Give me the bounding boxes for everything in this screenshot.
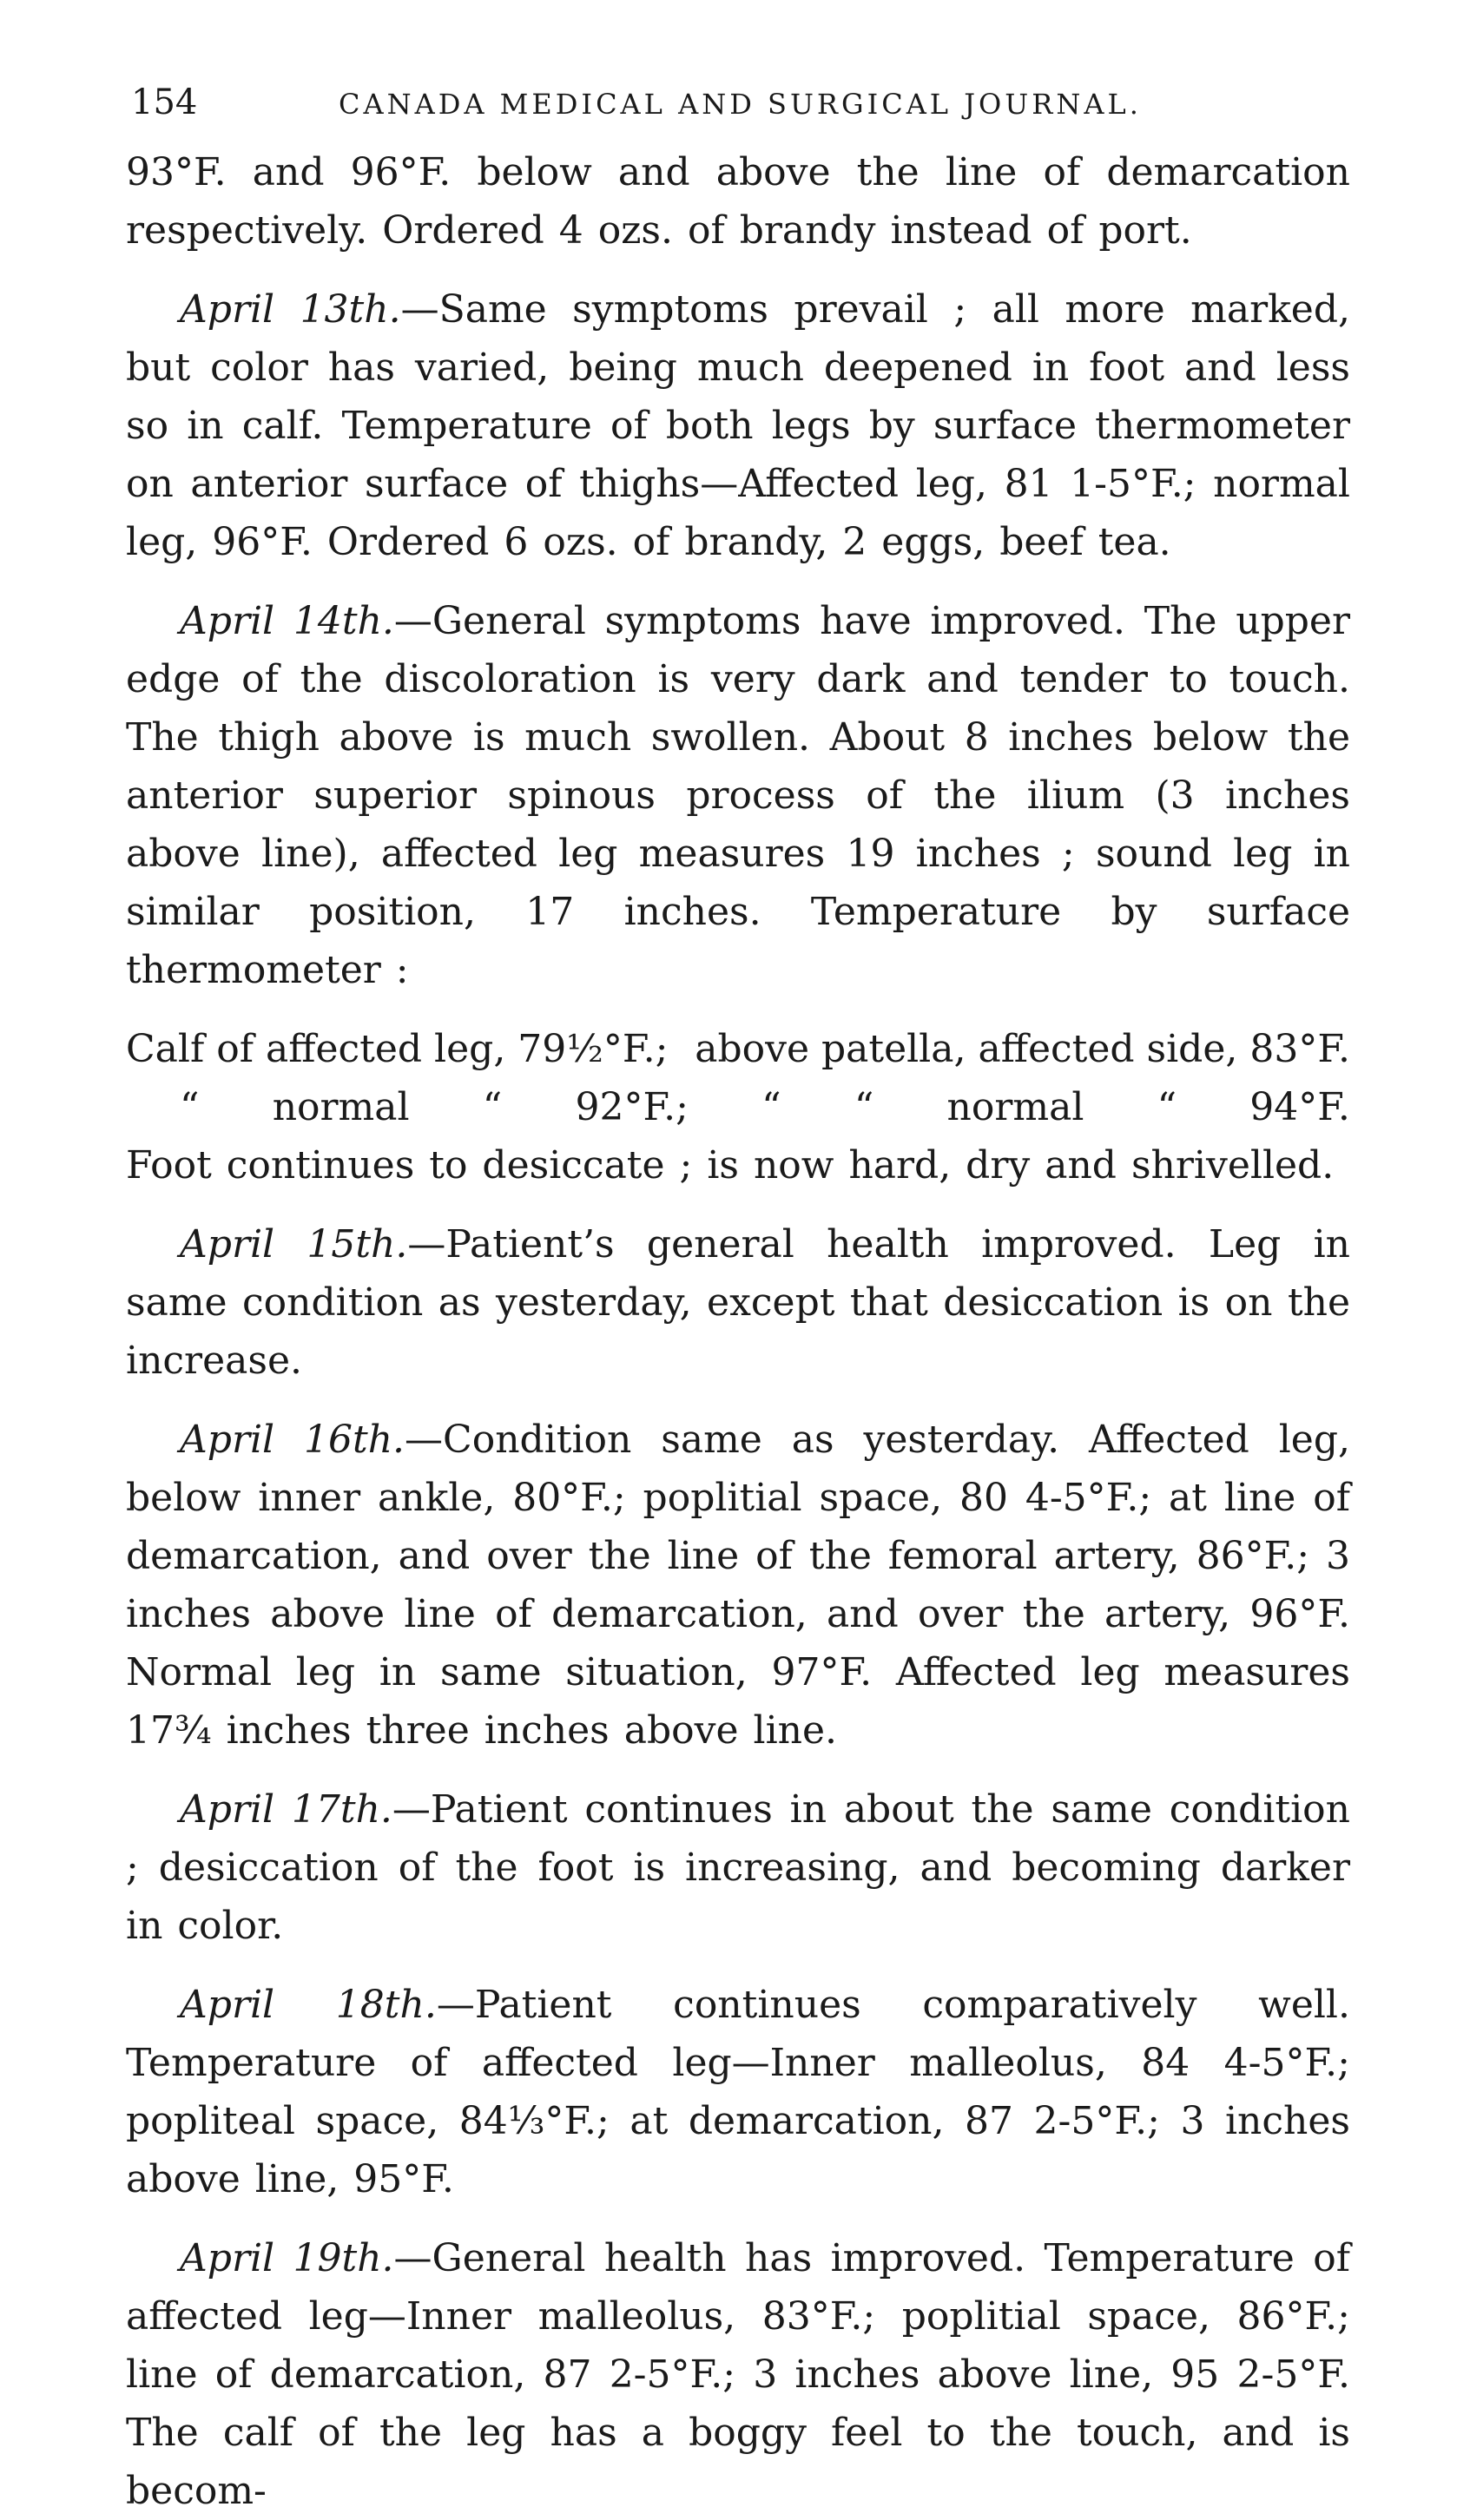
entry-april-19 xyxy=(126,2229,1350,2520)
temperature-cell: Calf of affected leg, 79½°F.; xyxy=(126,1027,669,1071)
entry-april-14 xyxy=(126,592,1350,999)
temperature-cell: normal xyxy=(272,1085,410,1129)
entry-text: —Patient’s general health improved. Leg in same condition as yesterday, except that desiccation is on the increase. xyxy=(126,1222,1350,1383)
entry-april-13 xyxy=(126,280,1350,571)
after-table-paragraph: Foot continues to desiccate ; is now hard, dry and shrivelled. xyxy=(126,1143,1335,1188)
ditto-mark: “ xyxy=(1157,1085,1177,1129)
running-head xyxy=(126,82,1350,143)
entry-text: —Patient continues comparatively well. Temperature of affected leg—Inner malleolus, 84 4-5°F.; popliteal space, 84⅓°F.; at demarcation, 87 2-5°F.; 3 inches above line, 95°F. xyxy=(126,1983,1350,2201)
ditto-mark: “ xyxy=(761,1085,781,1129)
journal-title: CANADA MEDICAL AND SURGICAL JOURNAL. xyxy=(339,88,1142,121)
page xyxy=(126,82,1350,2520)
entry-date: April 19th. xyxy=(180,2236,394,2280)
entry-date: April 18th. xyxy=(180,1983,437,2027)
temperature-cell: above patella, affected side, 83°F. xyxy=(695,1027,1350,1071)
temperature-cell: 92°F.; xyxy=(575,1085,689,1129)
entry-date: April 16th. xyxy=(180,1418,405,1462)
entry-date: April 15th. xyxy=(180,1222,408,1267)
temperature-row-affected xyxy=(126,1020,1350,1078)
temperature-cell: normal xyxy=(946,1085,1084,1129)
entry-april-18 xyxy=(126,1976,1350,2208)
temperature-cell: 94°F. xyxy=(1249,1085,1350,1129)
entry-text: —Patient continues in about the same condition ; desiccation of the foot is increasing, and becoming darker in color. xyxy=(126,1787,1350,1948)
ditto-mark: “ xyxy=(482,1085,503,1129)
ditto-mark: “ xyxy=(854,1085,874,1129)
intro-paragraph: 93°F. and 96°F. below and above the line of demarcation respectively. Ordered 4 ozs. of brandy instead of port. xyxy=(126,150,1350,253)
entry-april-16 xyxy=(126,1411,1350,1760)
entry-text: —General symptoms have improved. The upper edge of the discoloration is very dark and tender to touch. The thigh above is much swollen. About 8 inches below the anterior superior spinous process of the ilium (3 inches above line), affected leg measures 19 inches ; sound leg in similar position, 17 inches. Temperature by surface thermometer : xyxy=(126,599,1350,992)
entry-april-15 xyxy=(126,1215,1350,1390)
entry-date: April 17th. xyxy=(180,1787,392,1832)
entry-april-17 xyxy=(126,1780,1350,1955)
entry-text: —General health has improved. Temperature of affected leg—Inner malleolus, 83°F.; poplitial space, 86°F.; line of demarcation, 87 2-5°F.; 3 inches above line, 95 2-5°F. The calf of the leg has a boggy feel to the touch, and is becom- xyxy=(126,2236,1350,2513)
entry-date: April 14th. xyxy=(180,599,394,643)
temperature-row-normal xyxy=(126,1078,1350,1136)
entry-date: April 13th. xyxy=(180,287,401,332)
ditto-mark: “ xyxy=(180,1085,200,1129)
entry-text: —Same symptoms prevail ; all more marked, but color has varied, being much deepened in foot and less so in calf. Temperature of both legs by surface thermometer on anterior surface of thighs—Affected leg, 81 1-5°F.; normal leg, 96°F. Ordered 6 ozs. of brandy, 2 eggs, beef tea. xyxy=(126,287,1350,564)
page-number: 154 xyxy=(131,82,198,122)
entry-text: —Condition same as yesterday. Affected leg, below inner ankle, 80°F.; poplitial space, 80 4-5°F.; at line of demarcation, and over the line of the femoral artery, 86°F.; 3 inches above line of demarcation, and over the artery, 96°F. Normal leg in same situation, 97°F. Affected leg measures 17¾ inches three inches above line. xyxy=(126,1418,1350,1753)
